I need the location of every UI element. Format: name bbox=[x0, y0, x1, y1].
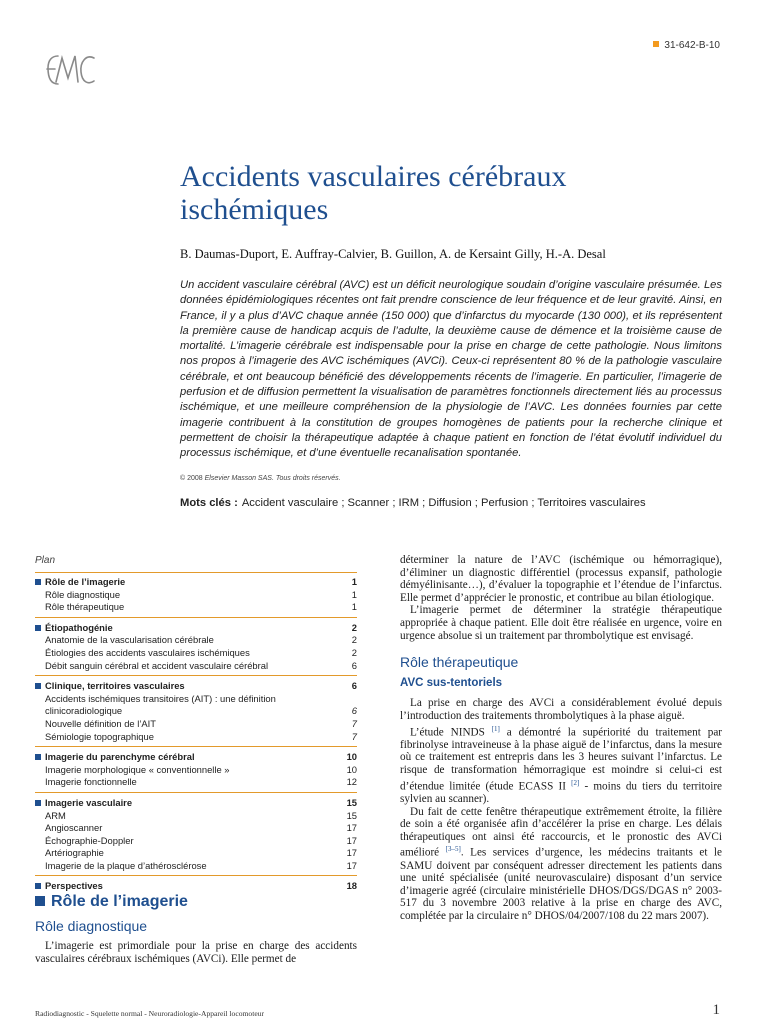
toc-item[interactable] bbox=[35, 634, 357, 647]
toc-item-label: Imagerie fonctionnelle bbox=[45, 776, 137, 788]
body-paragraph: Du fait de cette fenêtre thérapeutique extrêmement étroite, la filière de soin a été organisée afin d’accélérer la prise en charge. Les délais thérapeutiques ont ainsi été raccourcis, et le pronostic des AVCi amélioré [3–5]. Les services d’urgence, les médecins traitants et le SAMU doivent par conséquent adresser directement les patients dans une unité spécialisée (unité neurovasculaire) disposant d’un service d’imagerie agréé (circulaire ministérielle DHOS/DGS/DGAS n° 2003-517 du 3 novembre 2003 relative à la prise en charge des AVC, complétée par la circulaire n° DHOS/04/2007/108 du 22 mars 2007). bbox=[400, 805, 723, 923]
toc-item[interactable] bbox=[35, 776, 357, 789]
toc-item-label: Imagerie morphologique « conventionnelle » bbox=[45, 763, 230, 775]
toc-page: 6 bbox=[351, 705, 357, 717]
body-paragraph: L’étude NINDS [1] a démontré la supériorité du traitement par fibrinolyse intraveineuse à la phase aiguë de l’infarctus, dans la mesure où ce traitement est entrepris dans les 3 heures suivant l’infarctus. Le risque de transformation hémorragique est moindre si celui-ci est d’étendue limitée (étude ECASS II [2] - moins du tiers du territoire sylvien au scanner). bbox=[400, 724, 723, 805]
document-reference: 31-642-B-10 bbox=[653, 40, 720, 51]
toc-item-label: clinicoradiologique bbox=[45, 705, 123, 717]
toc-item[interactable] bbox=[35, 718, 357, 731]
toc-section-entry[interactable] bbox=[35, 680, 357, 693]
toc-item[interactable] bbox=[35, 693, 357, 706]
toc-page: 12 bbox=[346, 776, 357, 788]
toc-page: 1 bbox=[351, 588, 357, 600]
body-paragraph: déterminer la nature de l’AVC (ischémique ou hémorragique), d’éliminer un diagnostic différentiel (processus expansif, pathologie démyélinisante…), d’évaluer la topographie et l’étendue de l’infarctus. Elle permet d’apprécier le pronostic, et contribue au bilan étiologique. bbox=[400, 554, 722, 604]
toc-page: 1 bbox=[351, 601, 357, 613]
toc-page: 17 bbox=[346, 859, 357, 871]
keywords-label: Mots clés : bbox=[180, 497, 238, 509]
toc-page: 2 bbox=[351, 634, 357, 646]
toc-page: 2 bbox=[351, 621, 357, 633]
toc-item-label: ARM bbox=[45, 809, 66, 821]
reference-square-icon bbox=[653, 41, 659, 47]
toc-page: 18 bbox=[346, 880, 357, 892]
reference-link[interactable]: [1] bbox=[491, 724, 500, 733]
section-bullet-icon bbox=[35, 896, 45, 906]
body-paragraph: L’imagerie est primordiale pour la prise en charge des accidents vasculaires cérébraux ischémiques (AVCi). Elle permet de bbox=[35, 940, 357, 965]
toc-page bbox=[343, 693, 357, 706]
toc-section bbox=[35, 617, 357, 676]
toc-item-label: Rôle thérapeutique bbox=[45, 601, 125, 613]
toc-section-entry[interactable] bbox=[35, 880, 357, 893]
toc-section-label: Rôle de l’imagerie bbox=[45, 576, 126, 587]
toc-bullet-icon bbox=[35, 883, 41, 889]
page-footer: Radiodiagnostic - Squelette normal - Neuroradiologie-Appareil locomoteur bbox=[35, 1009, 265, 1018]
toc-item-label: Artériographie bbox=[45, 847, 104, 859]
keywords-list: Accident vasculaire ; Scanner ; IRM ; Diffusion ; Perfusion ; Territoires vasculaires bbox=[241, 497, 646, 509]
toc-page: 6 bbox=[351, 680, 357, 692]
subsection-heading-diagnostic: Rôle diagnostique bbox=[35, 918, 148, 934]
toc-section-label: Imagerie du parenchyme cérébral bbox=[45, 751, 195, 763]
toc-item[interactable] bbox=[35, 601, 357, 614]
toc-section bbox=[35, 746, 357, 793]
toc-section-entry[interactable] bbox=[35, 576, 357, 589]
toc-section bbox=[35, 792, 357, 877]
toc-section-label: Étiopathogénie bbox=[45, 621, 113, 633]
reference-link[interactable]: [3–5] bbox=[445, 845, 461, 854]
toc-section-label: Perspectives bbox=[45, 880, 103, 892]
reference-link[interactable]: [2] bbox=[571, 778, 580, 787]
toc-bullet-icon bbox=[35, 754, 41, 760]
copyright: © 2008 Elsevier Masson SAS. Tous droits réservés. bbox=[180, 475, 341, 482]
toc-item-label: Rôle diagnostique bbox=[45, 588, 121, 600]
toc-item[interactable] bbox=[35, 589, 357, 602]
toc-bullet-icon bbox=[35, 800, 41, 806]
abstract: Un accident vasculaire cérébral (AVC) est un déficit neurologique soudain d’origine vasculaire présumée. Les données épidémiologiques récentes ont fait prendre conscience de leur fréquence et de leur gravité. Ainsi, en France, il y a plus d’AVC chaque année (150 000) que d’infarctus du myocarde (130 000), et ils représentent la première cause de handicap acquis de l’adulte, la deuxième cause de démence et la troisième cause de mortalité. L’imagerie cérébrale est indispensable pour la prise en charge de cette pathologie. Nous limitons nos propos à l’imagerie des AVC ischémiques (AVCi). Ceux-ci représentent 80 % de la pathologie vasculaire cérébrale, et ont beaucoup bénéficié des développements récents de l’imagerie. En particulier, l’imagerie de perfusion et de diffusion permettent la visualisation de paramètres fonctionnels directement liés au processus ischémique, et une meilleure compréhension de la physiologie de l’AVC. Les données fournies par cette imagerie contribuent à la constitution de groupes homogènes de patients pour la recherche clinique et permettent de choisir la thérapeutique adaptée à chaque patient en fonction de l’état évolutif individuel du processus ischémique, et d’une éventuelle recanalisation spontanée. bbox=[180, 279, 722, 460]
subsubsection-heading: AVC sus-tentoriels bbox=[400, 676, 503, 689]
toc-item-label: Débit sanguin cérébral et accident vasculaire cérébral bbox=[45, 659, 269, 671]
toc-page: 6 bbox=[351, 659, 357, 671]
toc-item-label: Angioscanner bbox=[45, 822, 103, 834]
toc-page: 17 bbox=[346, 834, 357, 846]
toc-section bbox=[35, 675, 357, 747]
page-number: 1 bbox=[712, 1002, 720, 1018]
toc-item[interactable] bbox=[35, 660, 357, 673]
toc-section-label: Imagerie vasculaire bbox=[45, 796, 133, 808]
toc-item[interactable] bbox=[35, 847, 357, 860]
toc-item[interactable] bbox=[35, 705, 357, 718]
toc-item[interactable] bbox=[35, 731, 357, 744]
toc-page: 17 bbox=[346, 847, 357, 859]
toc-section-label: Clinique, territoires vasculaires bbox=[45, 680, 185, 692]
toc-section bbox=[35, 572, 357, 618]
toc-section-entry[interactable] bbox=[35, 751, 357, 764]
toc-page: 15 bbox=[346, 796, 357, 808]
plan-title: Plan bbox=[35, 555, 357, 573]
toc-item-label: Échographie-Doppler bbox=[45, 834, 134, 846]
toc-page: 10 bbox=[346, 751, 357, 763]
toc-item-label: Nouvelle définition de l’AIT bbox=[45, 717, 156, 729]
toc-page: 17 bbox=[346, 822, 357, 834]
toc-item-label: Accidents ischémiques transitoires (AIT) : une définition bbox=[45, 692, 276, 704]
toc-bullet-icon bbox=[35, 579, 41, 585]
toc-item[interactable] bbox=[35, 647, 357, 660]
toc-item[interactable] bbox=[35, 860, 357, 873]
toc-page: 7 bbox=[351, 717, 357, 729]
toc-bullet-icon bbox=[35, 625, 41, 631]
toc-item[interactable] bbox=[35, 764, 357, 777]
toc-section-entry[interactable] bbox=[35, 622, 357, 635]
toc-page: 10 bbox=[346, 763, 357, 775]
toc-bullet-icon bbox=[35, 683, 41, 689]
toc-item-label: Sémiologie topographique bbox=[45, 730, 154, 742]
toc-page: 7 bbox=[351, 730, 357, 742]
toc-item[interactable] bbox=[35, 822, 357, 835]
table-of-contents bbox=[35, 555, 357, 897]
body-paragraph: La prise en charge des AVCi a considérablement évolué depuis l’introduction des traitements thrombolytiques à la phase aiguë. bbox=[400, 697, 722, 722]
right-column bbox=[400, 554, 722, 923]
toc-item-label: Étiologies des accidents vasculaires ischémiques bbox=[45, 646, 250, 658]
toc-item[interactable] bbox=[35, 810, 357, 823]
authors: B. Daumas-Duport, E. Auffray-Calvier, B. Guillon, A. de Kersaint Gilly, H.-A. Desal bbox=[180, 247, 606, 261]
emc-logo bbox=[38, 34, 98, 104]
toc-item[interactable] bbox=[35, 835, 357, 848]
body-paragraph: L’imagerie permet de déterminer la stratégie thérapeutique appropriée à chaque patient. Elle doit être réalisée en urgence, voire en urgence absolue si un traitement par thrombolytique est envisagé. bbox=[400, 604, 722, 642]
toc-section-entry[interactable] bbox=[35, 797, 357, 810]
toc-page: 1 bbox=[351, 576, 357, 587]
keywords bbox=[180, 497, 646, 509]
toc-page: 15 bbox=[346, 809, 357, 821]
toc-page: 2 bbox=[351, 646, 357, 658]
subsection-heading-therapeutic: Rôle thérapeutique bbox=[400, 654, 519, 671]
toc-item-label: Imagerie de la plaque d’athérosclérose bbox=[45, 859, 207, 871]
article-title: Accidents vasculaires cérébraux ischémiques bbox=[180, 160, 567, 226]
toc-item-label: Anatomie de la vascularisation cérébrale bbox=[45, 634, 214, 646]
section-heading: Rôle de l’imagerie bbox=[35, 893, 188, 911]
